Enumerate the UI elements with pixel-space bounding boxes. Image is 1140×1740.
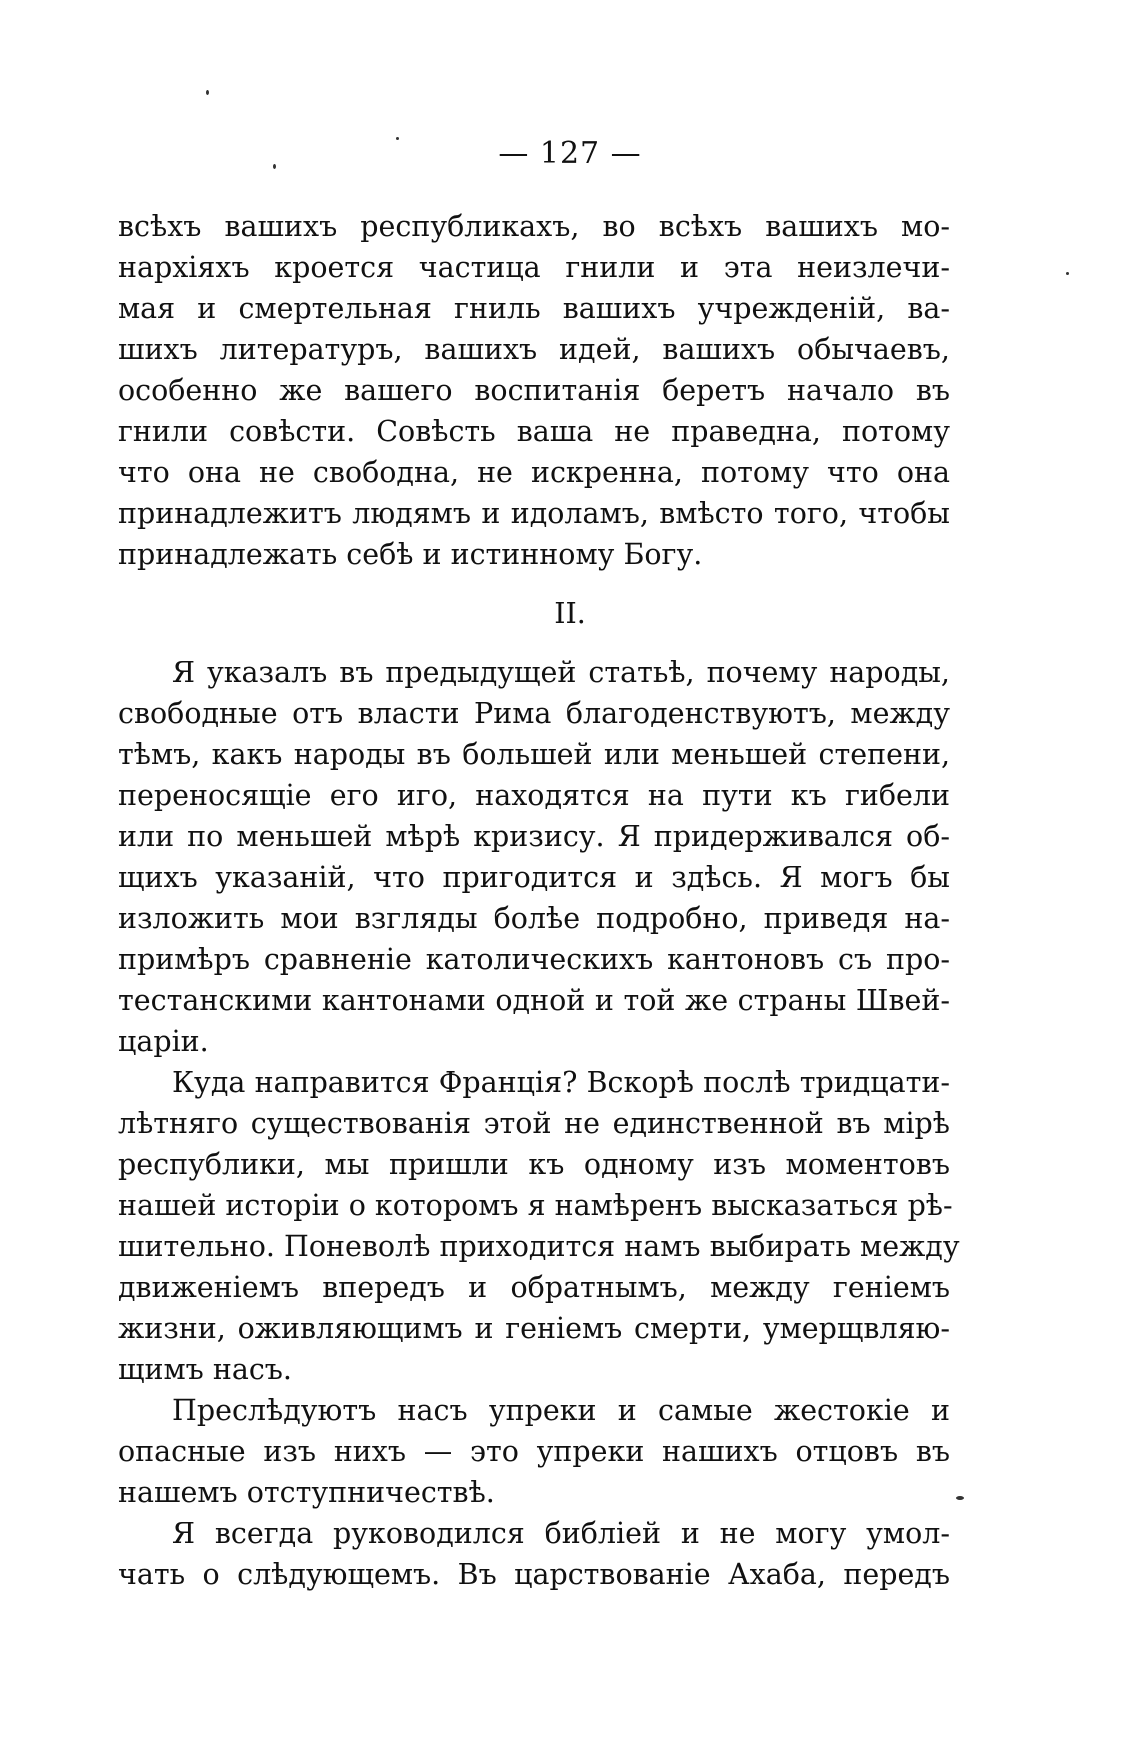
scan-speck [273, 164, 276, 169]
text-line: шихъ литературъ, вашихъ идей, вашихъ обычаевъ, [118, 333, 950, 366]
text-line: Я всегда руководился библіей и не могу умол- [172, 1517, 950, 1550]
section-body [118, 652, 960, 1595]
text-line: тестанскими кантонами одной и той же страны Швей- [118, 984, 950, 1017]
text-line: нашей исторіи о которомъ я намѣренъ высказаться рѣ- [118, 1189, 953, 1222]
text-line: чать о слѣдующемъ. Въ царствованіе Ахаба, передъ [118, 1558, 950, 1591]
text-line: нархіяхъ кроется частица гнили и эта неизлечи- [118, 251, 950, 284]
text-line: мая и смертельная гниль вашихъ учрежденій, ва- [118, 292, 950, 325]
text-line: принадлежать себѣ и истинному Богу. [118, 538, 703, 571]
text-line: шительно. Поневолѣ приходится намъ выбирать между [118, 1230, 960, 1263]
text-line: республики, мы пришли къ одному изъ моментовъ [118, 1148, 950, 1181]
text-line: лѣтняго существованія этой не единственной въ мірѣ [118, 1107, 950, 1140]
scan-speck [396, 137, 399, 140]
text-line: жизни, оживляющимъ и геніемъ смерти, умерщвляю- [118, 1312, 950, 1345]
text-line: опасные изъ нихъ — это упреки нашихъ отцовъ въ [118, 1435, 950, 1468]
scan-speck [956, 1496, 964, 1500]
text-line: тѣмъ, какъ народы въ большей или меньшей степени, [118, 738, 950, 771]
text-line: свободные отъ власти Рима благоденствуютъ, между [118, 697, 950, 730]
text-line: особенно же вашего воспитанія беретъ начало въ [118, 374, 950, 407]
scan-speck [1066, 272, 1069, 275]
text-line: изложить мои взгляды болѣе подробно, приведя на- [118, 902, 950, 935]
text-line: Я указалъ въ предыдущей статьѣ, почему народы, [172, 656, 950, 689]
text-line: переносящіе его иго, находятся на пути къ гибели [118, 779, 950, 812]
text-line: всѣхъ вашихъ республикахъ, во всѣхъ вашихъ мо- [118, 210, 950, 243]
text-line: нашемъ отступничествѣ. [118, 1476, 495, 1509]
text-line: Преслѣдуютъ насъ упреки и самые жестокіе и [172, 1394, 950, 1427]
section-heading: II. [554, 597, 586, 630]
text-line: что она не свободна, не искренна, потому что она [118, 456, 950, 489]
text-line: щимъ насъ. [118, 1353, 292, 1386]
text-line: принадлежитъ людямъ и идоламъ, вмѣсто того, чтобы [118, 497, 950, 530]
text-line: движеніемъ впередъ и обратнымъ, между геніемъ [118, 1271, 950, 1304]
text-line: примѣръ сравненіе католическихъ кантоновъ съ про- [118, 943, 950, 976]
text-line: щихъ указаній, что пригодится и здѣсь. Я могъ бы [118, 861, 950, 894]
text-line: Куда направится Франція? Вскорѣ послѣ тридцати- [172, 1066, 950, 1099]
scan-speck [206, 90, 209, 95]
text-line: царіи. [118, 1025, 209, 1058]
continued-paragraph [118, 206, 950, 575]
text-line: или по меньшей мѣрѣ кризису. Я придерживался об- [118, 820, 950, 853]
page-number: — 127 — [498, 136, 642, 171]
text-line: гнили совѣсти. Совѣсть ваша не праведна, потому [118, 415, 950, 448]
